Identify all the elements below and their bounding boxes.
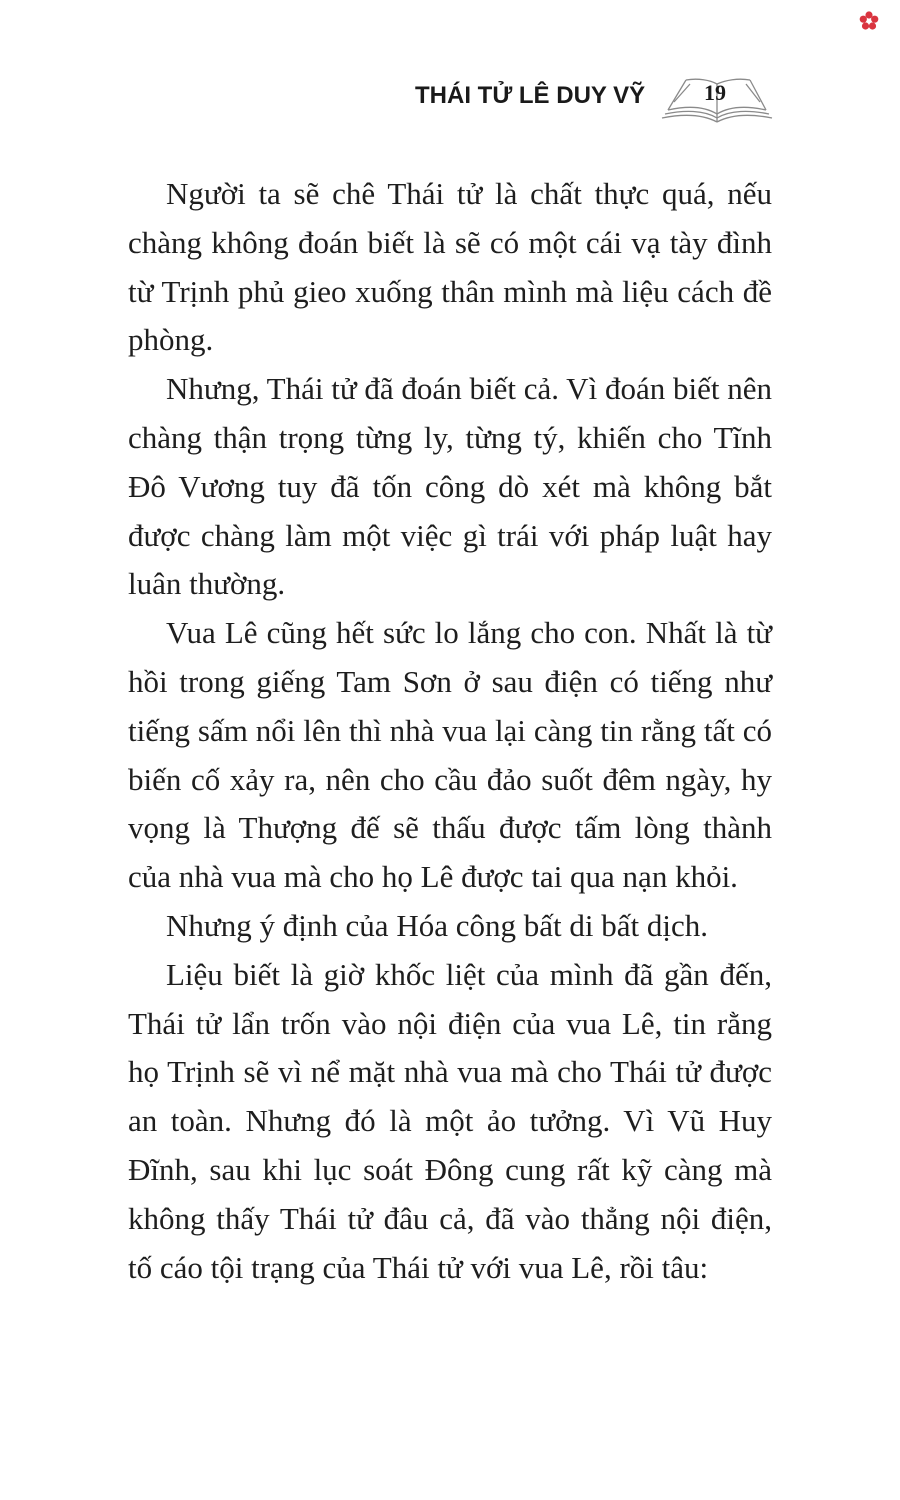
- paragraph-5: Liệu biết là giờ khốc liệt của mình đã gần đến, Thái tử lẩn trốn vào nội điện của vua Lê, tin rằng họ Trịnh sẽ vì nể mặt nhà vua mà cho Thái tử được an toàn. Nhưng đó là một ảo tưởng. Vì Vũ Huy Đĩnh, sau khi lục soát Đông cung rất kỹ càng mà không thấy Thái tử đâu cả, đã vào thẳng nội điện, tố cáo tội trạng của Thái tử với vua Lê, rồi tâu:: [128, 956, 772, 1285]
- page-number: 19: [704, 80, 726, 105]
- body-text: [128, 170, 772, 1292]
- paragraph-4: Nhưng ý định của Hóa công bất di bất dịch.: [166, 907, 708, 943]
- flower-icon: [858, 10, 880, 32]
- header-title: THÁI TỬ LÊ DUY VỸ: [415, 82, 646, 109]
- paragraph-1: Người ta sẽ chê Thái tử là chất thực quá, nếu chàng không đoán biết là sẽ có một cái vạ tày đình từ Trịnh phủ gieo xuống thân mình mà liệu cách đề phòng.: [128, 176, 772, 358]
- paragraph-3: Vua Lê cũng hết sức lo lắng cho con. Nhất là từ hồi trong giếng Tam Sơn ở sau điện có tiếng như tiếng sấm nổi lên thì nhà vua lại càng tin rằng tất có biến cố xảy ra, nên cho cầu đảo suốt đêm ngày, hy vọng là Thượng đế sẽ thấu được tấm lòng thành của nhà vua mà cho họ Lê được tai qua nạn khỏi.: [128, 615, 772, 895]
- running-header: [0, 72, 900, 132]
- paragraph-2: Nhưng, Thái tử đã đoán biết cả. Vì đoán biết nên chàng thận trọng từng ly, từng tý, khiến cho Tĩnh Đô Vương tuy đã tốn công dò xét mà không bắt được chàng làm một việc gì trái với pháp luật hay luân thường.: [128, 371, 772, 602]
